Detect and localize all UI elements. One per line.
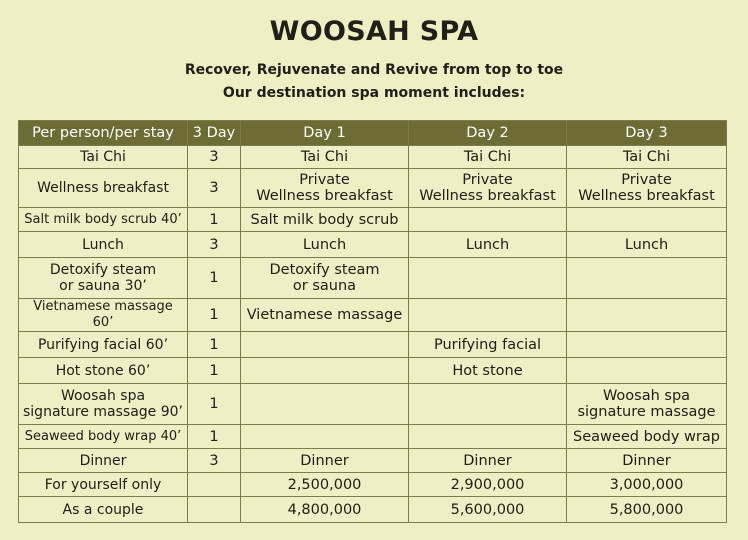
row-day3 <box>567 358 727 384</box>
row-count <box>188 425 241 449</box>
row-day3 <box>567 449 727 473</box>
subtitle-line-1: Recover, Rejuvenate and Revive from top to toe <box>184 62 564 78</box>
cell-text: Dinner <box>463 452 512 469</box>
row-item <box>19 384 188 425</box>
row-item <box>19 473 188 497</box>
row-day2 <box>409 299 567 332</box>
row-item <box>19 332 188 358</box>
cell-text: 2,900,000 <box>450 476 525 493</box>
cell-text: Lunch <box>302 236 347 253</box>
row-day2 <box>409 425 567 449</box>
table-row <box>19 299 727 332</box>
cell-text: 3 <box>209 149 219 165</box>
cell-text: For yourself only <box>44 476 162 493</box>
row-day2 <box>409 358 567 384</box>
table-row <box>19 497 727 523</box>
row-day3 <box>567 332 727 358</box>
cell-text: 1 <box>209 307 219 323</box>
row-item <box>19 232 188 258</box>
header-3-day: 3 Day <box>188 121 241 146</box>
page-title: WOOSAH SPA <box>269 16 479 47</box>
table-row <box>19 473 727 497</box>
row-day1 <box>241 358 409 384</box>
row-day2 <box>409 332 567 358</box>
table-row <box>19 232 727 258</box>
row-day2 <box>409 146 567 169</box>
row-day3 <box>567 425 727 449</box>
row-item <box>19 358 188 384</box>
row-item <box>19 208 188 232</box>
row-day1 <box>241 169 409 208</box>
cell-text: Hot stone <box>452 362 523 379</box>
row-count <box>188 332 241 358</box>
table-row <box>19 449 727 473</box>
cell-text: 1 <box>209 362 219 379</box>
row-item <box>19 425 188 449</box>
row-day1 <box>241 208 409 232</box>
cell-text: Wellness breakfast <box>37 180 169 196</box>
table-row <box>19 384 727 425</box>
row-day2 <box>409 169 567 208</box>
cell-text: 3,000,000 <box>609 476 684 493</box>
cell-text: Salt milk body scrub <box>250 211 399 228</box>
cell-text: Detoxify steam or sauna 30’ <box>49 262 157 294</box>
cell-text: Purifying facial <box>433 336 542 353</box>
table-row <box>19 208 727 232</box>
cell-text: Woosah spa signature massage <box>577 388 716 420</box>
cell-text: 1 <box>209 336 219 353</box>
row-day1 <box>241 425 409 449</box>
row-count <box>188 473 241 497</box>
cell-text: Dinner <box>79 452 127 469</box>
row-count <box>188 497 241 523</box>
cell-text: Vietnamese massage 60’ <box>33 299 173 330</box>
row-day3 <box>567 258 727 299</box>
table-row <box>19 146 727 169</box>
cell-text: 4,800,000 <box>287 501 362 518</box>
cell-text: Tai Chi <box>622 149 671 165</box>
row-day1 <box>241 299 409 332</box>
cell-text: 1 <box>209 428 219 445</box>
cell-text: Dinner <box>300 452 349 469</box>
row-day1 <box>241 146 409 169</box>
row-day1 <box>241 497 409 523</box>
row-count <box>188 384 241 425</box>
cell-text: 5,800,000 <box>609 501 684 518</box>
cell-text: Purifying facial 60’ <box>37 336 169 353</box>
row-item <box>19 449 188 473</box>
spa-schedule-table <box>18 120 727 523</box>
row-day3 <box>567 384 727 425</box>
row-day3 <box>567 169 727 208</box>
table-header-row <box>19 121 727 146</box>
row-item <box>19 258 188 299</box>
cell-text: Lunch <box>82 236 124 253</box>
row-day1 <box>241 473 409 497</box>
table-row <box>19 258 727 299</box>
cell-text: Salt milk body scrub 40’ <box>24 211 182 227</box>
cell-text: Private Wellness breakfast <box>256 172 393 204</box>
table-row <box>19 358 727 384</box>
cell-text: Hot stone 60’ <box>55 362 151 379</box>
row-count <box>188 169 241 208</box>
row-day2 <box>409 232 567 258</box>
header-day-3: Day 3 <box>567 121 727 146</box>
row-day2 <box>409 449 567 473</box>
row-day3 <box>567 146 727 169</box>
row-item <box>19 169 188 208</box>
cell-text: Seaweed body wrap <box>573 428 720 445</box>
row-day3 <box>567 208 727 232</box>
row-item <box>19 497 188 523</box>
cell-text: 3 <box>209 236 219 253</box>
cell-text: Seaweed body wrap 40’ <box>24 428 182 444</box>
row-day1 <box>241 332 409 358</box>
cell-text: Dinner <box>622 452 671 469</box>
cell-text: Vietnamese massage <box>246 307 403 323</box>
cell-text: Private Wellness breakfast <box>419 172 556 204</box>
cell-text: 3 <box>209 180 219 196</box>
row-count <box>188 258 241 299</box>
cell-text: 5,600,000 <box>450 501 525 518</box>
row-day1 <box>241 384 409 425</box>
row-day1 <box>241 449 409 473</box>
header-day-2: Day 2 <box>409 121 567 146</box>
row-count <box>188 146 241 169</box>
row-day2 <box>409 208 567 232</box>
row-item <box>19 299 188 332</box>
cell-text: Tai Chi <box>300 149 349 165</box>
row-day1 <box>241 258 409 299</box>
row-count <box>188 208 241 232</box>
row-count <box>188 299 241 332</box>
row-day2 <box>409 497 567 523</box>
row-day1 <box>241 232 409 258</box>
cell-text: Tai Chi <box>463 149 512 165</box>
row-count <box>188 449 241 473</box>
cell-text: 2,500,000 <box>287 476 362 493</box>
cell-text: 3 <box>209 452 219 469</box>
row-day2 <box>409 258 567 299</box>
row-day2 <box>409 473 567 497</box>
cell-text: Tai Chi <box>80 149 126 165</box>
row-item <box>19 146 188 169</box>
row-count <box>188 232 241 258</box>
cell-text: Lunch <box>465 236 510 253</box>
row-day3 <box>567 232 727 258</box>
cell-text: 1 <box>209 270 219 286</box>
cell-text: 1 <box>209 396 219 412</box>
subtitle-line-2: Our destination spa moment includes: <box>222 85 526 101</box>
cell-text: Detoxify steam or sauna <box>269 262 380 294</box>
cell-text: Private Wellness breakfast <box>578 172 715 204</box>
table-row <box>19 332 727 358</box>
table-row <box>19 425 727 449</box>
row-day3 <box>567 497 727 523</box>
cell-text: As a couple <box>62 501 144 518</box>
header-day-1: Day 1 <box>241 121 409 146</box>
row-count <box>188 358 241 384</box>
row-day3 <box>567 299 727 332</box>
cell-text: Lunch <box>624 236 669 253</box>
table-row <box>19 169 727 208</box>
row-day3 <box>567 473 727 497</box>
header-per-person: Per person/per stay <box>19 121 188 146</box>
cell-text: 1 <box>209 211 219 228</box>
row-day2 <box>409 384 567 425</box>
cell-text: Woosah spa signature massage 90’ <box>23 388 183 420</box>
